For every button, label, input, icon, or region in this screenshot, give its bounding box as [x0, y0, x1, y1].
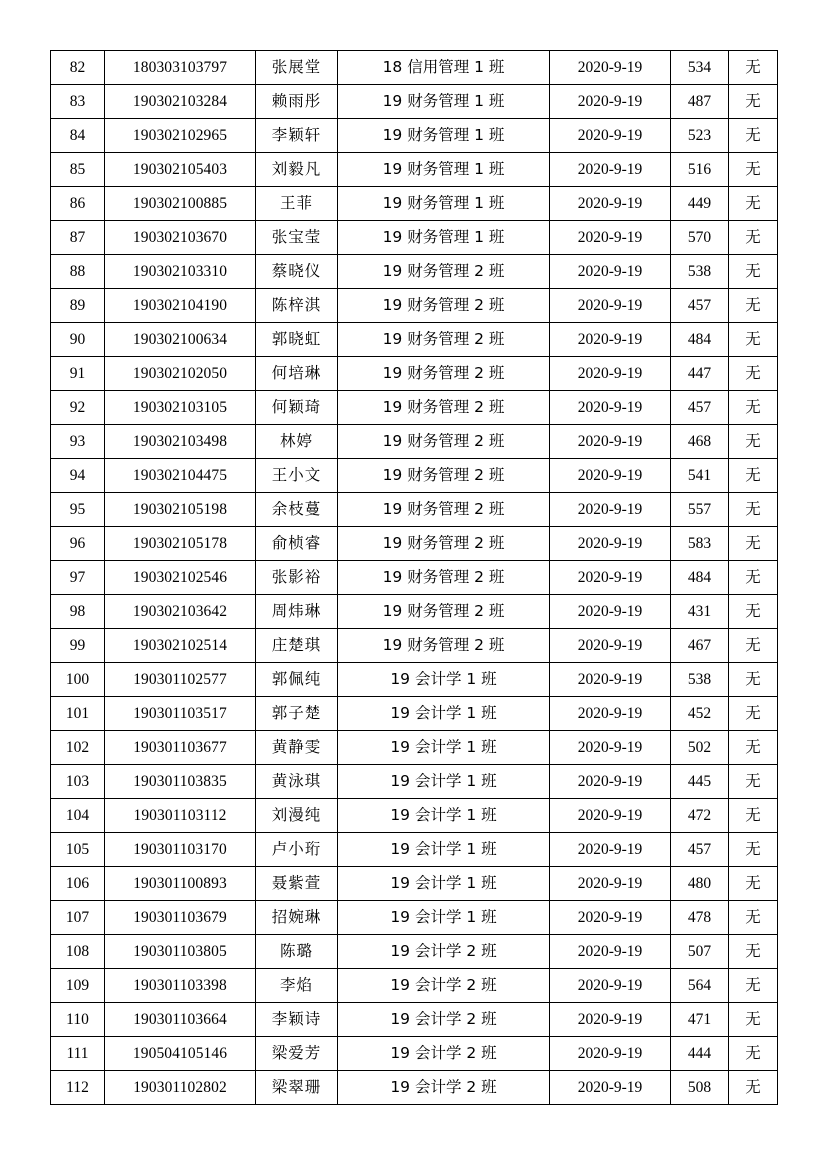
cell-note: 无 [729, 765, 778, 799]
cell-sequence: 100 [51, 663, 105, 697]
cell-student-name: 陈梓淇 [256, 289, 338, 323]
cell-sequence: 82 [51, 51, 105, 85]
cell-student-id: 190504105146 [105, 1037, 256, 1071]
cell-score: 457 [671, 833, 729, 867]
cell-note: 无 [729, 867, 778, 901]
cell-class: 19 会计学 1 班 [338, 833, 550, 867]
cell-student-name: 何颖琦 [256, 391, 338, 425]
table-row [51, 493, 778, 527]
cell-sequence: 112 [51, 1071, 105, 1105]
cell-class: 19 财务管理 1 班 [338, 221, 550, 255]
cell-date: 2020-9-19 [550, 119, 671, 153]
cell-sequence: 110 [51, 1003, 105, 1037]
cell-student-id: 190301103517 [105, 697, 256, 731]
table-row [51, 663, 778, 697]
table-row [51, 765, 778, 799]
cell-score: 452 [671, 697, 729, 731]
cell-class: 19 财务管理 2 班 [338, 527, 550, 561]
cell-score: 478 [671, 901, 729, 935]
cell-sequence: 109 [51, 969, 105, 1003]
table-row [51, 935, 778, 969]
cell-date: 2020-9-19 [550, 765, 671, 799]
table-row [51, 697, 778, 731]
cell-student-id: 190301103398 [105, 969, 256, 1003]
cell-date: 2020-9-19 [550, 935, 671, 969]
cell-sequence: 92 [51, 391, 105, 425]
cell-student-name: 李焰 [256, 969, 338, 1003]
cell-sequence: 106 [51, 867, 105, 901]
cell-student-name: 梁翠珊 [256, 1071, 338, 1105]
cell-note: 无 [729, 595, 778, 629]
cell-date: 2020-9-19 [550, 595, 671, 629]
table-row [51, 119, 778, 153]
cell-date: 2020-9-19 [550, 527, 671, 561]
cell-note: 无 [729, 799, 778, 833]
cell-score: 468 [671, 425, 729, 459]
cell-note: 无 [729, 935, 778, 969]
cell-note: 无 [729, 969, 778, 1003]
cell-score: 467 [671, 629, 729, 663]
cell-student-name: 赖雨彤 [256, 85, 338, 119]
cell-score: 508 [671, 1071, 729, 1105]
cell-note: 无 [729, 289, 778, 323]
table-row [51, 1071, 778, 1105]
cell-student-id: 190302103670 [105, 221, 256, 255]
cell-class: 19 会计学 2 班 [338, 1003, 550, 1037]
cell-date: 2020-9-19 [550, 51, 671, 85]
cell-student-id: 190301102577 [105, 663, 256, 697]
cell-class: 19 财务管理 2 班 [338, 391, 550, 425]
cell-student-id: 190301103679 [105, 901, 256, 935]
cell-student-id: 190302102965 [105, 119, 256, 153]
cell-sequence: 89 [51, 289, 105, 323]
cell-sequence: 102 [51, 731, 105, 765]
table-row [51, 867, 778, 901]
cell-score: 447 [671, 357, 729, 391]
cell-student-name: 刘毅凡 [256, 153, 338, 187]
table-row [51, 85, 778, 119]
cell-date: 2020-9-19 [550, 663, 671, 697]
table-row [51, 153, 778, 187]
cell-student-id: 190301103677 [105, 731, 256, 765]
cell-student-name: 林婷 [256, 425, 338, 459]
cell-date: 2020-9-19 [550, 357, 671, 391]
cell-score: 541 [671, 459, 729, 493]
table-row [51, 1037, 778, 1071]
cell-sequence: 96 [51, 527, 105, 561]
cell-class: 19 会计学 1 班 [338, 799, 550, 833]
cell-student-id: 190301103664 [105, 1003, 256, 1037]
cell-date: 2020-9-19 [550, 1037, 671, 1071]
cell-date: 2020-9-19 [550, 799, 671, 833]
cell-score: 457 [671, 391, 729, 425]
cell-score: 431 [671, 595, 729, 629]
cell-student-name: 何培琳 [256, 357, 338, 391]
table-body [51, 51, 778, 1105]
table-row [51, 255, 778, 289]
cell-date: 2020-9-19 [550, 1071, 671, 1105]
cell-student-name: 卢小珩 [256, 833, 338, 867]
table-row [51, 51, 778, 85]
cell-note: 无 [729, 153, 778, 187]
cell-student-id: 190302103498 [105, 425, 256, 459]
cell-note: 无 [729, 629, 778, 663]
cell-note: 无 [729, 221, 778, 255]
cell-date: 2020-9-19 [550, 867, 671, 901]
cell-note: 无 [729, 1003, 778, 1037]
cell-sequence: 86 [51, 187, 105, 221]
cell-note: 无 [729, 561, 778, 595]
cell-class: 18 信用管理 1 班 [338, 51, 550, 85]
cell-sequence: 111 [51, 1037, 105, 1071]
table-row [51, 391, 778, 425]
cell-class: 19 财务管理 1 班 [338, 153, 550, 187]
cell-score: 516 [671, 153, 729, 187]
table-row [51, 561, 778, 595]
cell-score: 487 [671, 85, 729, 119]
cell-date: 2020-9-19 [550, 493, 671, 527]
cell-student-id: 190302100634 [105, 323, 256, 357]
cell-note: 无 [729, 1037, 778, 1071]
cell-sequence: 99 [51, 629, 105, 663]
cell-score: 449 [671, 187, 729, 221]
cell-note: 无 [729, 731, 778, 765]
cell-note: 无 [729, 901, 778, 935]
cell-student-id: 190302103642 [105, 595, 256, 629]
cell-score: 564 [671, 969, 729, 1003]
cell-class: 19 会计学 1 班 [338, 663, 550, 697]
cell-score: 444 [671, 1037, 729, 1071]
cell-student-name: 招婉琳 [256, 901, 338, 935]
table-row [51, 459, 778, 493]
cell-student-id: 180303103797 [105, 51, 256, 85]
cell-student-id: 190302102546 [105, 561, 256, 595]
cell-date: 2020-9-19 [550, 731, 671, 765]
cell-class: 19 财务管理 1 班 [338, 187, 550, 221]
cell-date: 2020-9-19 [550, 459, 671, 493]
cell-student-id: 190302104475 [105, 459, 256, 493]
cell-class: 19 会计学 1 班 [338, 867, 550, 901]
cell-score: 538 [671, 663, 729, 697]
table-row [51, 527, 778, 561]
cell-date: 2020-9-19 [550, 833, 671, 867]
cell-student-id: 190301103170 [105, 833, 256, 867]
cell-score: 457 [671, 289, 729, 323]
cell-note: 无 [729, 459, 778, 493]
table-row [51, 901, 778, 935]
cell-student-name: 庄楚琪 [256, 629, 338, 663]
cell-class: 19 财务管理 1 班 [338, 85, 550, 119]
cell-student-name: 梁爱芳 [256, 1037, 338, 1071]
table-row [51, 357, 778, 391]
cell-note: 无 [729, 119, 778, 153]
cell-class: 19 财务管理 2 班 [338, 561, 550, 595]
cell-student-id: 190301103112 [105, 799, 256, 833]
table-row [51, 731, 778, 765]
cell-class: 19 财务管理 2 班 [338, 425, 550, 459]
cell-date: 2020-9-19 [550, 221, 671, 255]
cell-student-id: 190301100893 [105, 867, 256, 901]
cell-class: 19 会计学 2 班 [338, 935, 550, 969]
cell-class: 19 会计学 1 班 [338, 731, 550, 765]
cell-class: 19 财务管理 2 班 [338, 459, 550, 493]
cell-score: 480 [671, 867, 729, 901]
table-row [51, 323, 778, 357]
cell-score: 557 [671, 493, 729, 527]
cell-class: 19 财务管理 2 班 [338, 255, 550, 289]
table-row [51, 833, 778, 867]
cell-sequence: 103 [51, 765, 105, 799]
cell-note: 无 [729, 833, 778, 867]
cell-note: 无 [729, 357, 778, 391]
cell-score: 534 [671, 51, 729, 85]
table-row [51, 1003, 778, 1037]
cell-date: 2020-9-19 [550, 697, 671, 731]
cell-student-name: 余枝蔓 [256, 493, 338, 527]
cell-student-id: 190301103805 [105, 935, 256, 969]
cell-note: 无 [729, 697, 778, 731]
cell-student-name: 黄泳琪 [256, 765, 338, 799]
cell-student-id: 190302104190 [105, 289, 256, 323]
cell-student-name: 俞桢睿 [256, 527, 338, 561]
cell-sequence: 104 [51, 799, 105, 833]
cell-score: 570 [671, 221, 729, 255]
cell-class: 19 财务管理 2 班 [338, 289, 550, 323]
cell-date: 2020-9-19 [550, 561, 671, 595]
cell-sequence: 94 [51, 459, 105, 493]
cell-class: 19 财务管理 2 班 [338, 595, 550, 629]
cell-student-name: 郭佩纯 [256, 663, 338, 697]
cell-student-name: 刘漫纯 [256, 799, 338, 833]
cell-student-id: 190302105198 [105, 493, 256, 527]
cell-student-name: 黄静雯 [256, 731, 338, 765]
cell-date: 2020-9-19 [550, 969, 671, 1003]
cell-student-name: 周炜琳 [256, 595, 338, 629]
cell-student-name: 张宝莹 [256, 221, 338, 255]
cell-note: 无 [729, 187, 778, 221]
cell-sequence: 87 [51, 221, 105, 255]
student-roster-table [50, 50, 778, 1105]
cell-class: 19 会计学 2 班 [338, 1037, 550, 1071]
table-row [51, 595, 778, 629]
cell-sequence: 88 [51, 255, 105, 289]
table-row [51, 289, 778, 323]
cell-student-name: 李颖诗 [256, 1003, 338, 1037]
cell-date: 2020-9-19 [550, 85, 671, 119]
cell-sequence: 108 [51, 935, 105, 969]
cell-student-name: 王菲 [256, 187, 338, 221]
cell-class: 19 会计学 1 班 [338, 901, 550, 935]
cell-note: 无 [729, 391, 778, 425]
cell-student-name: 郭子楚 [256, 697, 338, 731]
cell-date: 2020-9-19 [550, 391, 671, 425]
cell-date: 2020-9-19 [550, 153, 671, 187]
cell-student-name: 王小文 [256, 459, 338, 493]
cell-student-id: 190302100885 [105, 187, 256, 221]
cell-score: 507 [671, 935, 729, 969]
table-row [51, 969, 778, 1003]
cell-note: 无 [729, 527, 778, 561]
cell-score: 484 [671, 323, 729, 357]
cell-date: 2020-9-19 [550, 1003, 671, 1037]
cell-student-name: 张展堂 [256, 51, 338, 85]
cell-class: 19 财务管理 2 班 [338, 357, 550, 391]
cell-student-id: 190301103835 [105, 765, 256, 799]
cell-student-name: 聂紫萱 [256, 867, 338, 901]
cell-note: 无 [729, 85, 778, 119]
cell-sequence: 83 [51, 85, 105, 119]
cell-score: 471 [671, 1003, 729, 1037]
cell-student-id: 190302105178 [105, 527, 256, 561]
cell-sequence: 84 [51, 119, 105, 153]
cell-class: 19 会计学 2 班 [338, 1071, 550, 1105]
table-row [51, 425, 778, 459]
cell-score: 484 [671, 561, 729, 595]
cell-student-id: 190302105403 [105, 153, 256, 187]
table-row [51, 221, 778, 255]
cell-sequence: 93 [51, 425, 105, 459]
cell-note: 无 [729, 425, 778, 459]
cell-student-id: 190302103105 [105, 391, 256, 425]
cell-score: 502 [671, 731, 729, 765]
cell-note: 无 [729, 493, 778, 527]
cell-score: 445 [671, 765, 729, 799]
cell-class: 19 财务管理 2 班 [338, 323, 550, 357]
table-row [51, 629, 778, 663]
cell-class: 19 会计学 1 班 [338, 765, 550, 799]
cell-student-id: 190302102514 [105, 629, 256, 663]
cell-class: 19 财务管理 2 班 [338, 629, 550, 663]
cell-note: 无 [729, 1071, 778, 1105]
cell-student-name: 张影裕 [256, 561, 338, 595]
document-page [50, 50, 777, 1105]
cell-date: 2020-9-19 [550, 323, 671, 357]
cell-score: 523 [671, 119, 729, 153]
cell-score: 538 [671, 255, 729, 289]
cell-score: 472 [671, 799, 729, 833]
cell-date: 2020-9-19 [550, 425, 671, 459]
table-row [51, 187, 778, 221]
cell-date: 2020-9-19 [550, 629, 671, 663]
cell-sequence: 101 [51, 697, 105, 731]
cell-student-id: 190302103310 [105, 255, 256, 289]
cell-class: 19 财务管理 2 班 [338, 493, 550, 527]
cell-note: 无 [729, 51, 778, 85]
cell-student-id: 190301102802 [105, 1071, 256, 1105]
cell-class: 19 会计学 1 班 [338, 697, 550, 731]
cell-student-id: 190302102050 [105, 357, 256, 391]
cell-student-name: 蔡晓仪 [256, 255, 338, 289]
cell-sequence: 97 [51, 561, 105, 595]
cell-student-name: 陈璐 [256, 935, 338, 969]
cell-sequence: 98 [51, 595, 105, 629]
cell-class: 19 会计学 2 班 [338, 969, 550, 1003]
cell-date: 2020-9-19 [550, 901, 671, 935]
cell-student-name: 李颖轩 [256, 119, 338, 153]
cell-student-id: 190302103284 [105, 85, 256, 119]
cell-date: 2020-9-19 [550, 255, 671, 289]
cell-sequence: 107 [51, 901, 105, 935]
cell-sequence: 85 [51, 153, 105, 187]
cell-date: 2020-9-19 [550, 289, 671, 323]
cell-note: 无 [729, 255, 778, 289]
table-row [51, 799, 778, 833]
cell-date: 2020-9-19 [550, 187, 671, 221]
cell-sequence: 91 [51, 357, 105, 391]
cell-note: 无 [729, 323, 778, 357]
cell-student-name: 郭晓虹 [256, 323, 338, 357]
cell-sequence: 105 [51, 833, 105, 867]
cell-sequence: 90 [51, 323, 105, 357]
cell-note: 无 [729, 663, 778, 697]
cell-class: 19 财务管理 1 班 [338, 119, 550, 153]
cell-sequence: 95 [51, 493, 105, 527]
cell-score: 583 [671, 527, 729, 561]
